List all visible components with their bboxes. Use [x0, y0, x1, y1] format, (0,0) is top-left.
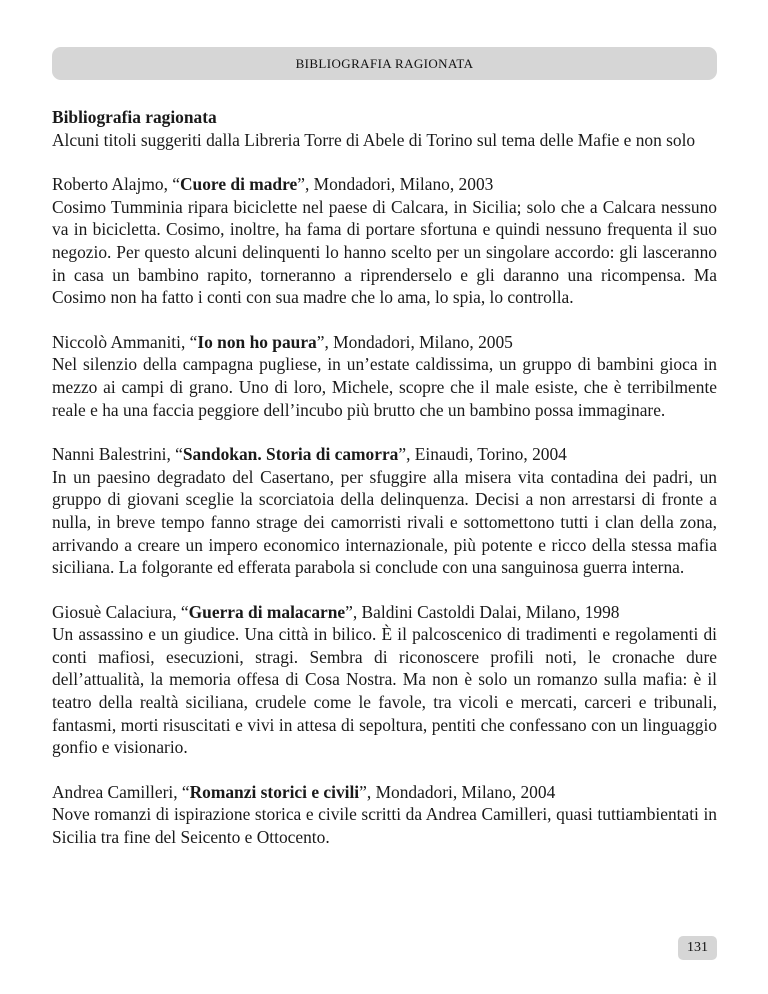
entry-title: Guerra di malacarne [188, 601, 346, 622]
entry-title: Io non ho paura [197, 331, 317, 352]
entry-publisher: ”, Mondadori, Milano, 2003 [297, 174, 494, 195]
page-number: 131 [678, 936, 717, 960]
entry-author: Nanni Balestrini, “ [52, 444, 183, 465]
page-body [52, 106, 717, 871]
entry-title: Romanzi storici e civili [189, 781, 360, 802]
section-subtitle: Alcuni titoli suggeriti dalla Libreria Torre di Abele di Torino sul tema delle Mafie e non solo [52, 129, 696, 150]
running-header [52, 47, 717, 80]
entry-summary: Un assassino e un giudice. Una città in bilico. È il palcoscenico di tradimenti e regolamenti di conti mafiosi, esecuzioni, stragi. Sembra di riconoscere profili noti, le cronache dure dell’attualità, la memoria offesa di Cosa Nostra. Ma non è solo un romanzo sulla mafia: è il teatro della realtà siciliana, crudele come le favole, tra vicoli e mercati, carceri e tribunali, fantasmi, morti risuscitati e vivi in attesa di sepoltura, pentiti che confessano con un linguaggio gonfio e visionario. [52, 624, 717, 758]
entry-citation [52, 331, 717, 354]
section-title: Bibliografia ragionata [52, 107, 217, 127]
entry-summary: Cosimo Tumminia ripara biciclette nel paese di Calcara, in Sicilia; solo che a Calcara nessuno va in bicicletta. Cosimo, inoltre, ha fama di portare sfortuna e quindi nessuno frequenta il suo negozio. Per questo alcuni delinquenti lo hanno scelto per un singolare accordo: gli lasceranno in casa un bambino rapito, torneranno a riprenderselo e gli daranno una ricompensa. Ma Cosimo non ha fatto i conti con sua madre che lo ama, lo spia, lo controlla. [52, 196, 717, 308]
entry-title: Cuore di madre [180, 174, 298, 195]
entry-publisher: ”, Baldini Castoldi Dalai, Milano, 1998 [345, 601, 620, 622]
bibliography-entry [52, 781, 717, 849]
entry-citation [52, 173, 717, 196]
intro-section [52, 106, 717, 151]
entry-publisher: ”, Einaudi, Torino, 2004 [398, 444, 567, 465]
entry-citation [52, 443, 717, 466]
entry-author: Niccolò Ammaniti, “ [52, 331, 198, 352]
entry-summary: Nel silenzio della campagna pugliese, in un’estate caldissima, un gruppo di bambini gioca in mezzo ai campi di grano. Uno di loro, Michele, scopre che il male esiste, che è terribilmente reale e ha una faccia peggiore dell’incubo più brutto che un bambino possa immaginare. [52, 354, 717, 420]
running-title: BIBLIOGRAFIA RAGIONATA [295, 55, 474, 71]
bibliography-entry [52, 331, 717, 421]
entry-publisher: ”, Mondadori, Milano, 2005 [316, 331, 513, 352]
entry-summary: Nove romanzi di ispirazione storica e civile scritti da Andrea Camilleri, quasi tuttiambientati in Sicilia tra fine del Seicento e Ottocento. [52, 804, 717, 848]
entry-summary: In un paesino degradato del Casertano, per sfuggire alla misera vita contadina dei padri, un gruppo di giovani sceglie la scorciatoia della delinquenza. Decisi a non arrestarsi di fronte a nulla, in breve tempo fanno strage dei camorristi rivali e sottomettono tutti i clan della zona, arrivando a creare un impero economico internazionale, più potente e ricco della stessa mafia siciliana. La folgorante ed efferata parabola si conclude con una sanguinosa guerra interna. [52, 466, 717, 578]
entry-author: Andrea Camilleri, “ [52, 781, 190, 802]
entry-author: Giosuè Calaciura, “ [52, 601, 189, 622]
bibliography-entry [52, 601, 717, 759]
entry-citation [52, 781, 717, 804]
bibliography-entry [52, 173, 717, 309]
entry-title: Sandokan. Storia di camorra [182, 444, 399, 465]
entry-author: Roberto Alajmo, “ [52, 174, 180, 195]
entry-citation [52, 601, 717, 624]
bibliography-entry [52, 443, 717, 579]
entry-publisher: ”, Mondadori, Milano, 2004 [359, 781, 556, 802]
